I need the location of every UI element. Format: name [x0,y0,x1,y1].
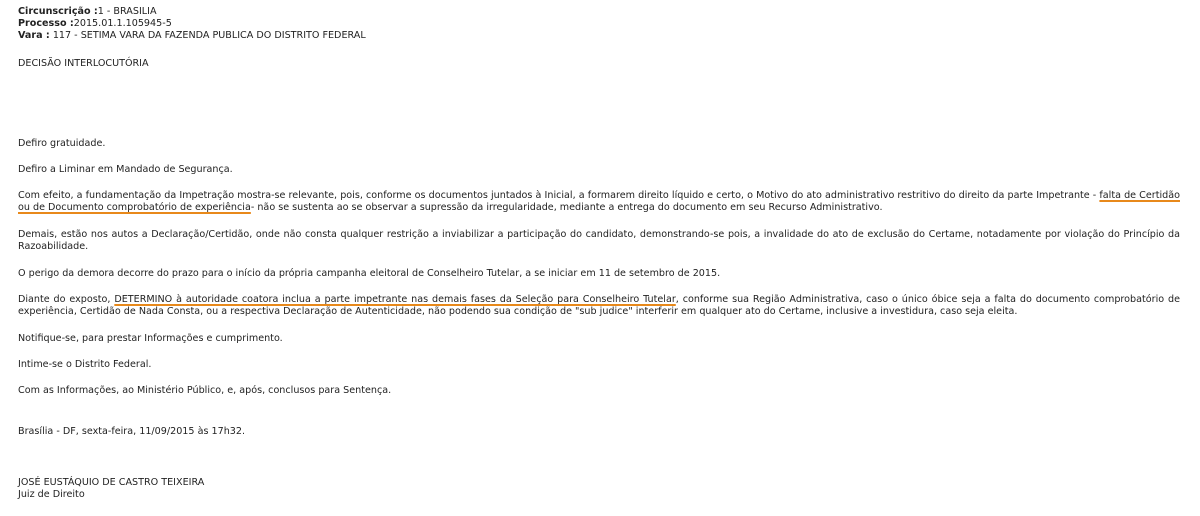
determinacao-text-start: Diante do exposto, [18,294,115,305]
paragraph-conclusos: Com as Informações, ao Ministério Público, e, após, conclusos para Sentença. [18,385,392,396]
paragraph-gratuidade: Defiro gratuidade. [18,138,106,149]
paragraph-declaracao: Demais, estão nos autos a Declaração/Certidão, onde não consta qualquer restrição a inviabilizar a participação do candidato, demonstrando-se pois, a invalidade do ato de exclusão do Certame, notadamente por violação do Princípio da Razoabilidade. [18,229,1180,252]
fundamentacao-text-end: - não se sustenta ao se observar a supressão da irregularidade, mediante a entrega do documento em seu Recurso Administrativo. [250,202,883,213]
paragraph-liminar: Defiro a Liminar em Mandado de Segurança. [18,164,233,175]
vara-row [18,30,366,42]
paragraph-fundamentacao [18,190,1180,214]
processo-row [18,18,366,30]
paragraph-intime: Intime-se o Distrito Federal. [18,359,152,370]
circunscricao-value: 1 - BRASILIA [97,6,157,17]
circunscricao-label: Circunscrição : [18,6,98,17]
circunscricao-row [18,6,366,18]
judge-role: Juiz de Direito [18,489,85,500]
paragraph-determinacao [18,294,1180,318]
fundamentacao-highlight: falta de Certidão ou de Documento comprobatório de experiência [18,190,1180,213]
paragraph-perigo-demora: O perigo da demora decorre do prazo para o início da própria campanha eleitoral de Conselheiro Tutelar, a se iniciar em 11 de setembro de 2015. [18,268,721,279]
date-line: Brasília - DF, sexta-feira, 11/09/2015 às 17h32. [18,426,246,437]
vara-label: Vara : [18,30,50,41]
judge-name: JOSÉ EUSTÁQUIO DE CASTRO TEIXEIRA [18,477,205,488]
determinacao-highlight: DETERMINO à autoridade coatora inclua a parte impetrante nas demais fases da Seleção para Conselheiro Tutelar [114,294,676,305]
processo-label: Processo : [18,18,74,29]
document-type: DECISÃO INTERLOCUTÓRIA [18,58,149,69]
processo-value: 2015.01.1.105945-5 [73,18,172,29]
vara-value: 117 - SETIMA VARA DA FAZENDA PUBLICA DO DISTRITO FEDERAL [49,30,366,41]
fundamentacao-text-start: Com efeito, a fundamentação da Impetração mostra-se relevante, pois, conforme os documentos juntados à Inicial, a formarem direito líquido e certo, o Motivo do ato administrativo restritivo do direito da parte Impetrante - [18,190,1100,201]
case-header [18,6,366,42]
paragraph-notifique: Notifique-se, para prestar Informações e cumprimento. [18,333,283,344]
determinacao-text-end: , conforme sua Região Administrativa, caso o único óbice seja a falta do documento comprobatório de experiência, Certidão de Nada Consta, ou a respectiva Declaração de Autenticidade, não podendo sua condição de "sub judice" interferir em qualquer ato do Certame, inclusive a investidura, caso seja eleita. [18,294,1180,317]
